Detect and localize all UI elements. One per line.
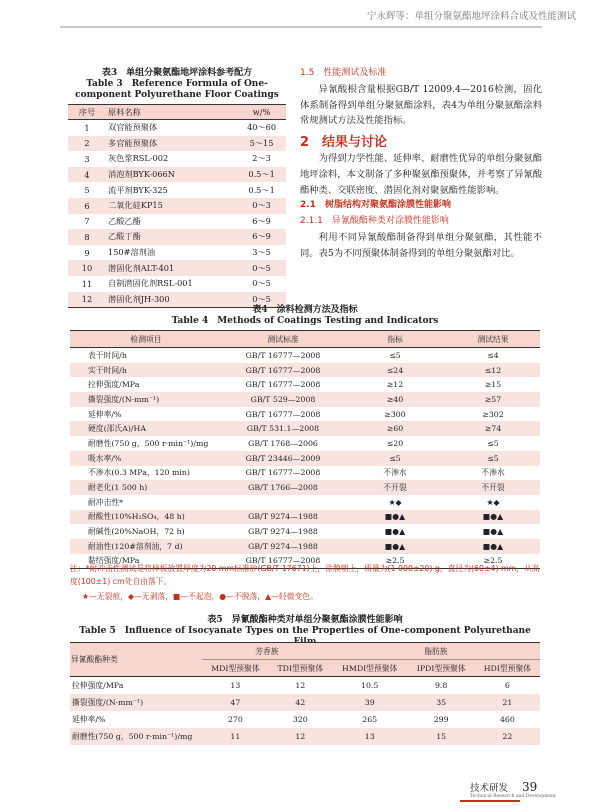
table4-row-cell: 撕裂强度/(N·mm⁻¹): [70, 392, 222, 407]
table4: [70, 330, 540, 569]
table4-caption: [70, 305, 540, 327]
table5-caption-en: Table 5 Influence of Isocyanate Types on the Properties of One-component Polyurethane: [79, 626, 531, 636]
table4-row-cell: 表干时间/h: [88, 350, 127, 360]
table3-row-cell: 潜固化剂ALT-401: [106, 260, 237, 276]
table4-header: 指标: [344, 331, 446, 348]
table3-row-cell: 乙酸丁酯: [106, 229, 237, 245]
page-footer: [0, 778, 600, 808]
table3-caption-cn: 表3 单组分聚氨酯地坪涂料参考配方: [101, 68, 253, 78]
table5-row-cell: 拉伸强度/MPa: [72, 681, 124, 690]
table5-row-cell: 270: [227, 715, 243, 724]
table4-row: [70, 524, 540, 539]
table4-caption-cn: 表4 涂料检测方法及指标: [252, 305, 358, 315]
table4-row-cell: 耐油性(120#溶剂油，7 d): [70, 539, 222, 554]
table5-body: [70, 677, 540, 746]
table5-row: [70, 711, 540, 728]
table4-row-cell: ■●▲: [344, 510, 446, 525]
table4-row-cell: ≤5: [446, 451, 540, 466]
table4-row-cell: 耐冲击性*: [88, 497, 124, 507]
table4-row-cell: GB/T 16777—2008: [245, 468, 321, 478]
table3-row-cell: 8: [68, 229, 106, 245]
table5-row-cell: 6: [504, 681, 510, 690]
table4-row-cell: ≥302: [482, 409, 504, 419]
table3-row: [68, 151, 286, 167]
table5-col-header: HDI型预聚体: [475, 660, 540, 677]
table4-row-cell: 不渗水: [383, 468, 407, 478]
table4-header: 测试标准: [222, 331, 344, 348]
table3-row: [68, 260, 286, 276]
table3-row: [68, 245, 286, 261]
table4-row-cell: GB/T 529—2008: [222, 392, 344, 407]
table4-row: [70, 392, 540, 407]
table3-row-cell: 潜固化剂JH-300: [106, 292, 237, 308]
table3-header: w/%: [237, 105, 286, 120]
table4-row-cell: ≥60: [344, 421, 446, 436]
table4-row-cell: ≥57: [446, 392, 540, 407]
table5-row: [70, 677, 540, 695]
table3-row-cell: 1: [84, 122, 90, 133]
table5-col-header: TDI型预聚体: [269, 660, 332, 677]
table3-header: 序号: [68, 105, 106, 120]
table4-row-cell: ≤4: [487, 350, 499, 360]
table4-row-cell: 拉伸强度/MPa: [88, 380, 140, 390]
table4-row-cell: ≤20: [386, 438, 404, 448]
table4-row-cell: ≥2.5: [344, 554, 446, 569]
table3-row-cell: 10: [68, 260, 106, 276]
table5-row-cell: 22: [475, 728, 540, 745]
table4-row-cell: GB/T 16777—2008: [222, 554, 344, 569]
table3-row-cell: 3: [84, 153, 90, 164]
table3-row: [68, 120, 286, 136]
table4-row-cell: GB/T 16777—2008: [245, 380, 321, 390]
page-number: 39: [522, 780, 538, 794]
table4-row: [70, 451, 540, 466]
table4-row-cell: GB/T 9274—1988: [222, 539, 344, 554]
table4-note: 注：*耐冲击性测试是将样板放置厚度为20 mm标准砂(GB/T 17671)上，涂膜朝上，质量为(1 000±20) g，直径为(60±4) mm，从高度(100±1) cm处自由落下。: [70, 564, 540, 586]
table3-row-cell: 12: [68, 292, 106, 308]
table4-row-cell: 硬度(邵氏A)/HA: [70, 421, 222, 436]
table4-legend: ★—无裂痕，◆—无剥落，■—不起泡，●—不脱落，▲—轻微变色。: [82, 592, 318, 601]
table3-header: 原料名称: [106, 105, 237, 120]
table3-row: [68, 229, 286, 245]
table5-row-cell: 320: [292, 715, 308, 724]
table4-row-cell: 耐碱性(20%NaOH，72 h): [88, 527, 185, 537]
table3-row-cell: 0～5: [252, 278, 271, 289]
section-2-1-1-text: 利用不同异氰酸酯制备得到单组分聚氨酯，其性能不同。表5为不同预聚体制备得到的单组分聚氨酯对比。: [300, 231, 542, 259]
table5-row-cell: 35: [408, 694, 475, 711]
table4-row-cell: ★◆: [388, 497, 402, 507]
table3-row-cell: 6～9: [237, 229, 286, 245]
table4-row-cell: ≤24: [344, 363, 446, 378]
table4-row-cell: GB/T 23446—2009: [222, 451, 344, 466]
table4-row-cell: ≥74: [446, 421, 540, 436]
table5-col-header: HMDI型预聚体: [332, 660, 408, 677]
table3-row: [68, 182, 286, 198]
table5-row-cell: 9.8: [434, 681, 448, 690]
table5-row-cell: 460: [499, 715, 515, 724]
right-column: [300, 66, 542, 262]
table3-row: [68, 276, 286, 292]
table5-row: [70, 694, 540, 711]
table4-row-cell: 不渗水(0.3 MPa，120 min): [88, 468, 190, 478]
table5-row-cell: 39: [332, 694, 408, 711]
table5-row-cell: 12: [269, 728, 332, 745]
table4-row-cell: GB/T 16777—2008: [222, 363, 344, 378]
table5: [70, 642, 540, 745]
table4-row: [70, 377, 540, 392]
table4-row-cell: 不渗水: [481, 468, 505, 478]
table5-row-cell: 21: [475, 694, 540, 711]
table4-row: [70, 363, 540, 378]
table5-row-cell: 延伸率/%: [72, 715, 106, 724]
section-2-text: 为得到力学性能、延伸率、耐磨性优异的单组分聚氨酯地坪涂料，本文制备了多种聚氨酯预聚体，并考察了异氰酸酯种类、交联密度、潜固化剂对聚氨酯性能影响。: [300, 152, 542, 196]
table3-row-cell: 0～3: [237, 198, 286, 214]
table4-row-cell: ■●▲: [482, 527, 504, 537]
table4-row-cell: GB/T 9274—1988: [222, 510, 344, 525]
table4-row: [70, 348, 540, 363]
section-2-1-1-title: 2.1.1 异氰酸酯种类对涂膜性能影响: [300, 216, 449, 227]
table3-row-cell: 4: [68, 167, 106, 183]
table3-caption-en: Table 3 Reference Formula of One-component Polyurethane Floor Coatings: [75, 79, 279, 100]
table4-row-cell: ≤5: [487, 438, 499, 448]
table5-row-cell: 42: [269, 694, 332, 711]
section-2-1-title: 2.1 树脂结构对聚氨酯涂膜性能影响: [300, 200, 451, 211]
table3-row: [68, 198, 286, 214]
table5-caption-cn: 表5 异氰酸酯种类对单组分聚氨酯涂膜性能影响: [207, 615, 403, 625]
table4-row: [70, 495, 540, 510]
table4-row: [70, 436, 540, 451]
header-rule: [60, 26, 542, 28]
table5-col-header: MDI型预聚体: [202, 660, 269, 677]
table5-row-cell: 13: [332, 728, 408, 745]
table4-header: 测试结果: [446, 331, 540, 348]
table4-row-cell: GB/T 16777—2008: [245, 350, 321, 360]
table4-row-cell: ≥2.5: [446, 554, 540, 569]
table4-row-cell: ≤12: [446, 363, 540, 378]
table3-row-cell: 40～60: [247, 122, 277, 133]
table3-row-cell: 2: [68, 136, 106, 152]
table5-row-cell: 10.5: [361, 681, 379, 690]
table4-caption-en: Table 4 Methods of Coatings Testing and Indicators: [171, 316, 439, 326]
table4-row-cell: GB/T 16777—2008: [245, 409, 321, 419]
table5-row-cell: 撕裂强度/(N·mm⁻¹): [70, 694, 202, 711]
table5-row-cell: 12: [295, 681, 306, 690]
table3-row-cell: 2～3: [252, 153, 271, 164]
table4-row-cell: ■●▲: [446, 539, 540, 554]
table5-row-cell: 13: [230, 681, 241, 690]
table5-row-cell: 15: [408, 728, 475, 745]
table3-row-cell: 7: [84, 216, 90, 227]
table3-row-cell: 3～5: [252, 247, 271, 258]
table3-row-cell: 150#溶剂油: [108, 247, 156, 258]
table4-row-cell: 不开裂: [344, 480, 446, 495]
table5-row-cell: 265: [362, 715, 378, 724]
table3-row-cell: 5: [84, 185, 90, 196]
table4-header: 检测项目: [70, 331, 222, 348]
table4-row-cell: [222, 495, 344, 510]
table3-row-cell: 乙酸乙酯: [108, 215, 141, 226]
table5-row-header: 异氰酸酯种类: [70, 643, 202, 677]
table4-body: [70, 348, 540, 569]
table4-row-cell: ■●▲: [446, 510, 540, 525]
table3-row-cell: 11: [81, 278, 93, 289]
section-1-5-text: 异氰酸根含量根据GB/T 12009.4—2016检测，固化体系制备得到单组分聚氨酯涂料，表4为单组分聚氨酯涂料常规测试方法及性能指标。: [300, 83, 542, 127]
table3-row: [68, 167, 286, 183]
table5-row-cell: 11: [202, 728, 269, 745]
table4-row-cell: 实干时间/h: [70, 363, 222, 378]
footer-section-en: Technical Research and Development: [470, 794, 556, 799]
table3-row-cell: 消泡剂BYK-066N: [106, 167, 237, 183]
table3-row-cell: 0～5: [237, 292, 286, 308]
table3-body: [68, 120, 286, 308]
table4-row-cell: ★◆: [486, 497, 500, 507]
table4-row-cell: GB/T 1768—2006: [248, 438, 318, 448]
table4-row-cell: 吸水率/%: [70, 451, 222, 466]
section-1-5-title: 1.5 性能测试及标准: [300, 68, 387, 78]
table3-row-cell: 6: [68, 198, 106, 214]
table4-row-cell: 黏结强度/MPa: [70, 554, 222, 569]
table3-row-cell: 双官能预聚体: [108, 122, 158, 133]
table4-row-cell: ■●▲: [344, 539, 446, 554]
table4-row: [70, 466, 540, 481]
table4-row: [70, 421, 540, 436]
table5-row-cell: 耐磨性(750 g，500 r·min⁻¹)/mg: [70, 728, 202, 745]
table3-caption: [68, 68, 286, 101]
running-header: 宁永辉等：单组分聚氨酯地坪涂料合成及性能测试: [366, 11, 576, 22]
table4-row-cell: GB/T 1766—2008: [222, 480, 344, 495]
table4-row-cell: ≥300: [384, 409, 406, 419]
table4-row-cell: 耐老化(1 500 h): [70, 480, 222, 495]
table4-row-cell: 耐磨性(750 g，500 r·min⁻¹)/mg: [88, 438, 209, 448]
table5-col-header: IPDI型预聚体: [408, 660, 475, 677]
table3: [68, 104, 286, 308]
table3-row-cell: 9: [84, 247, 90, 258]
table3-row-cell: 0.5～1: [248, 184, 275, 195]
table4-row-cell: 延伸率/%: [88, 409, 122, 419]
table3-row-cell: 灰色浆RSL-002: [108, 153, 169, 164]
table4-row-cell: ≤5: [344, 451, 446, 466]
table4-row-cell: ■●▲: [384, 527, 406, 537]
table4-row: [70, 480, 540, 495]
table4-row-cell: ≥15: [484, 380, 502, 390]
table4-row-cell: ≥12: [386, 380, 404, 390]
table3-row: [68, 136, 286, 152]
table3-row-cell: 5～15: [237, 136, 286, 152]
table5-group-aromatic: 芳香族: [202, 643, 332, 660]
table5-row-cell: 299: [433, 715, 449, 724]
table3-row-cell: 0～5: [237, 260, 286, 276]
table4-row-cell: 耐酸性(10%H₂SO₄，48 h): [70, 510, 222, 525]
table4-row: [70, 510, 540, 525]
table4-row-cell: 不开裂: [446, 480, 540, 495]
table3-row-cell: 0.5～1: [237, 167, 286, 183]
table3-row-cell: 6～9: [252, 215, 271, 226]
table5-row: [70, 728, 540, 745]
table3-row-cell: 自制潜固化剂RSL-001: [108, 278, 193, 289]
table4-row: [70, 407, 540, 422]
table3-row: [68, 214, 286, 230]
section-2-title: 2 结果与讨论: [300, 135, 388, 151]
footer-rule: [460, 800, 520, 802]
table4-row: [70, 539, 540, 554]
table5-group-aliphatic: 脂肪族: [332, 643, 540, 660]
table4-row-cell: ≤5: [389, 350, 401, 360]
table3-row-cell: 二氧化硅KP15: [106, 198, 237, 214]
table4-row-cell: GB/T 9274—1988: [248, 527, 318, 537]
table3-row-cell: 多官能预聚体: [106, 136, 237, 152]
footer-section: 技术研发: [470, 783, 509, 794]
table4-row-cell: GB/T 531.1—2008: [222, 421, 344, 436]
table3-row-cell: 流平剂BYK-325: [108, 184, 168, 195]
table5-row-cell: 47: [202, 694, 269, 711]
table4-row-cell: ≥40: [344, 392, 446, 407]
